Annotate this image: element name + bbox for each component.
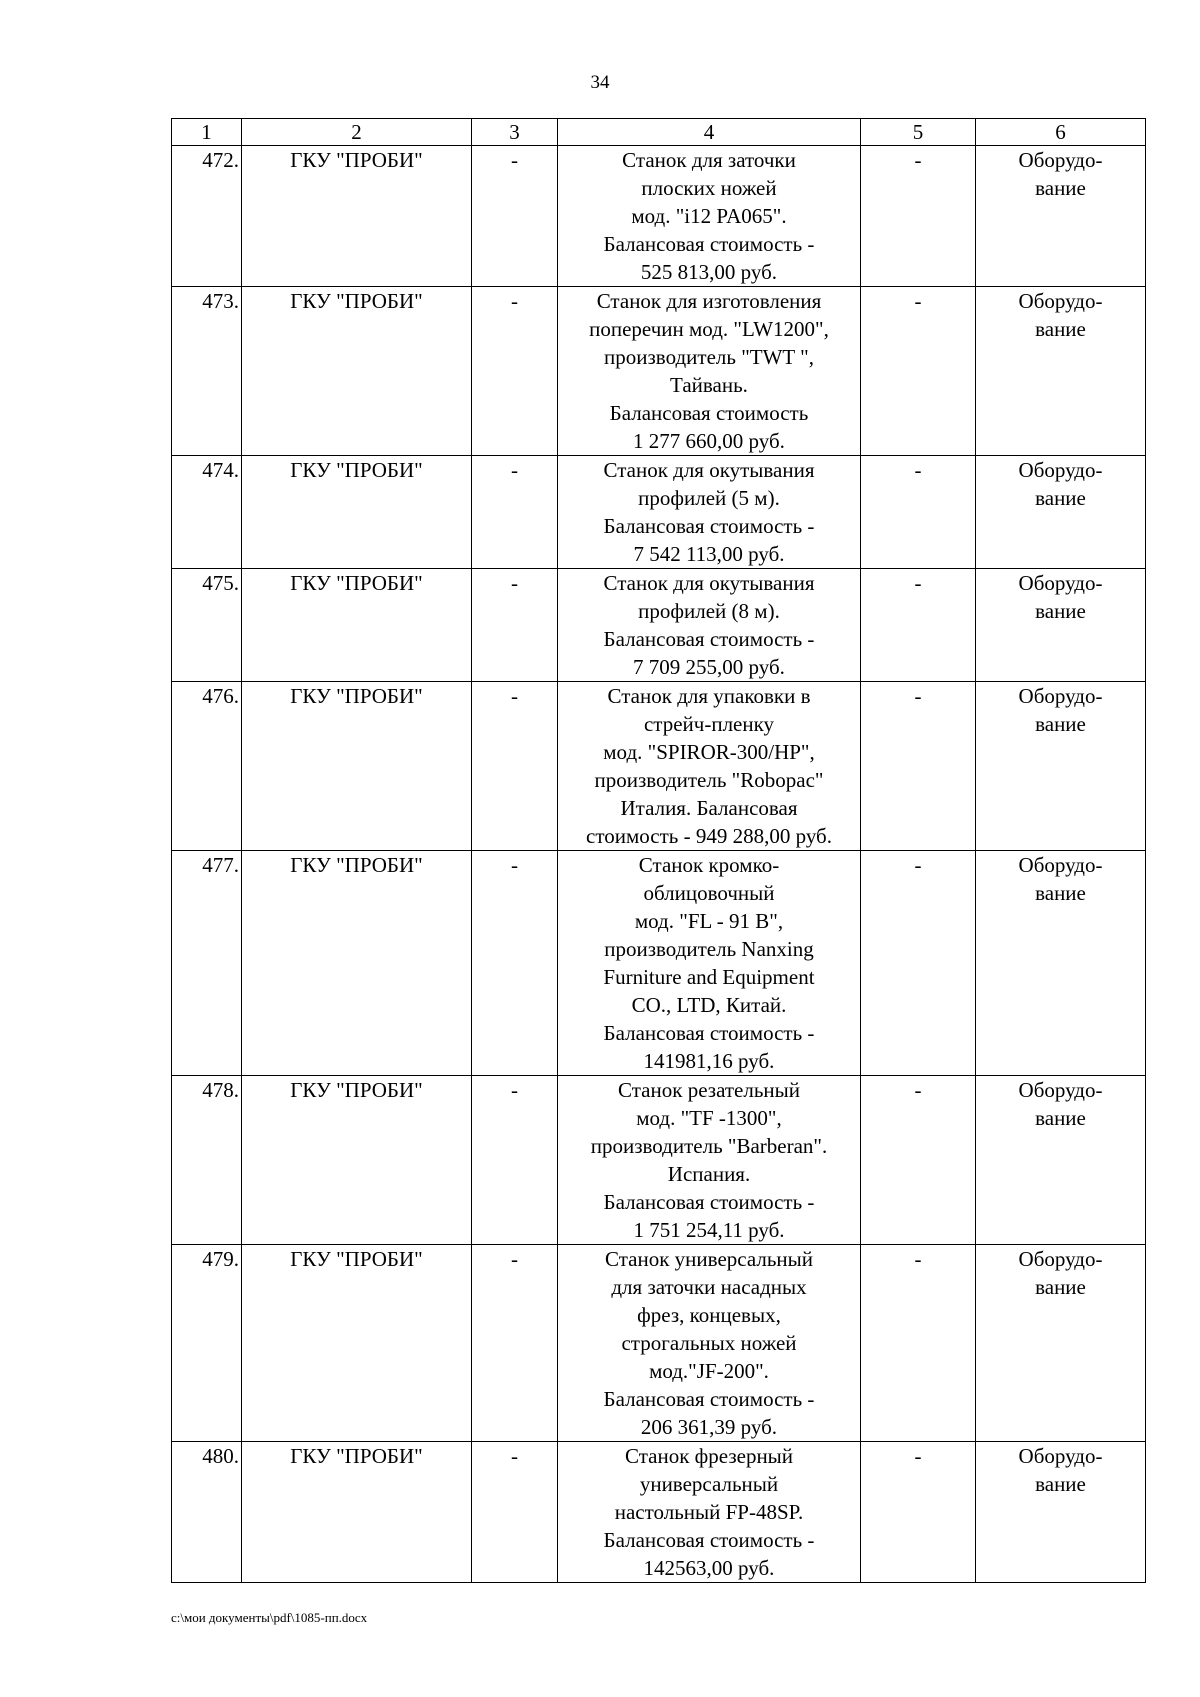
asset-type-line: вание xyxy=(1035,176,1086,200)
column-header: 6 xyxy=(976,119,1146,146)
description-line: Балансовая стоимость - xyxy=(603,1387,815,1411)
column-5-value: - xyxy=(861,1076,976,1245)
asset-type-line: вание xyxy=(1035,1472,1086,1496)
description-line: Балансовая стоимость - xyxy=(603,1528,815,1552)
description-line: производитель Nanxing xyxy=(604,937,814,961)
description-line: производитель "TWT ", xyxy=(604,345,814,369)
table-row xyxy=(172,1076,1146,1245)
row-number: 476. xyxy=(172,682,242,851)
description-line: Станок для изготовления xyxy=(596,289,822,313)
column-header: 5 xyxy=(861,119,976,146)
asset-type xyxy=(976,1245,1146,1442)
organization-name: ГКУ "ПРОБИ" xyxy=(242,1245,472,1442)
asset-type-line: Оборудо- xyxy=(1018,458,1103,482)
asset-type xyxy=(976,569,1146,682)
table-row xyxy=(172,851,1146,1076)
asset-type-line: вание xyxy=(1035,712,1086,736)
asset-description xyxy=(558,851,861,1076)
description-line: Станок для заточки xyxy=(622,148,796,172)
column-5-value: - xyxy=(861,456,976,569)
description-line: Furniture and Equipment xyxy=(603,965,815,989)
organization-name: ГКУ "ПРОБИ" xyxy=(242,287,472,456)
column-5-value: - xyxy=(861,1442,976,1583)
column-5-value: - xyxy=(861,287,976,456)
asset-type xyxy=(976,146,1146,287)
column-3-value: - xyxy=(472,569,558,682)
description-line: производитель "Robopac" xyxy=(594,768,824,792)
asset-description xyxy=(558,1076,861,1245)
description-line: профилей (8 м). xyxy=(638,599,780,623)
table-row xyxy=(172,287,1146,456)
table-header-row xyxy=(172,119,1146,146)
description-line: мод."JF-200". xyxy=(649,1359,769,1383)
description-line: Станок для упаковки в xyxy=(607,684,811,708)
asset-description xyxy=(558,146,861,287)
column-5-value: - xyxy=(861,851,976,1076)
organization-name: ГКУ "ПРОБИ" xyxy=(242,146,472,287)
organization-name: ГКУ "ПРОБИ" xyxy=(242,851,472,1076)
description-line: для заточки насадных xyxy=(611,1275,807,1299)
asset-type xyxy=(976,851,1146,1076)
description-line: строгальных ножей xyxy=(621,1331,797,1355)
asset-type-line: вание xyxy=(1035,1106,1086,1130)
asset-description xyxy=(558,456,861,569)
description-line: CO., LTD, Китай. xyxy=(631,993,787,1017)
row-number: 478. xyxy=(172,1076,242,1245)
description-line: Италия. Балансовая xyxy=(620,796,798,820)
asset-description xyxy=(558,569,861,682)
column-header: 1 xyxy=(172,119,242,146)
asset-type-line: Оборудо- xyxy=(1018,1444,1103,1468)
description-line: 525 813,00 руб. xyxy=(640,260,778,284)
asset-type-line: вание xyxy=(1035,881,1086,905)
asset-type-line: Оборудо- xyxy=(1018,1247,1103,1271)
row-number: 474. xyxy=(172,456,242,569)
row-number: 472. xyxy=(172,146,242,287)
description-line: Станок резательный xyxy=(618,1078,800,1102)
asset-description xyxy=(558,287,861,456)
table-row xyxy=(172,456,1146,569)
column-5-value: - xyxy=(861,569,976,682)
page-number: 34 xyxy=(590,72,610,93)
table-row xyxy=(172,569,1146,682)
description-line: Станок для окутывания xyxy=(603,458,815,482)
description-line: Тайвань. xyxy=(670,373,748,397)
column-header: 3 xyxy=(472,119,558,146)
column-3-value: - xyxy=(472,146,558,287)
column-3-value: - xyxy=(472,851,558,1076)
description-line: Балансовая стоимость - xyxy=(603,1190,815,1214)
asset-type-line: вание xyxy=(1035,317,1086,341)
description-line: универсальный xyxy=(639,1472,779,1496)
asset-type-line: Оборудо- xyxy=(1018,684,1103,708)
description-line: Испания. xyxy=(667,1162,751,1186)
description-line: настольный FP-48SP. xyxy=(614,1500,804,1524)
column-3-value: - xyxy=(472,456,558,569)
footer-file-path: c:\мои документы\pdf\1085-пп.docx xyxy=(171,1610,368,1625)
organization-name: ГКУ "ПРОБИ" xyxy=(242,682,472,851)
row-number: 475. xyxy=(172,569,242,682)
column-3-value: - xyxy=(472,1245,558,1442)
asset-type-line: Оборудо- xyxy=(1018,1078,1103,1102)
column-3-value: - xyxy=(472,682,558,851)
column-5-value: - xyxy=(861,1245,976,1442)
asset-type xyxy=(976,287,1146,456)
description-line: стоимость - 949 288,00 руб. xyxy=(586,824,832,848)
asset-description xyxy=(558,682,861,851)
description-line: облицовочный xyxy=(643,881,775,905)
asset-type xyxy=(976,456,1146,569)
description-line: профилей (5 м). xyxy=(638,486,780,510)
description-line: плоских ножей xyxy=(641,176,777,200)
column-3-value: - xyxy=(472,287,558,456)
description-line: 206 361,39 руб. xyxy=(640,1415,778,1439)
description-line: поперечин мод. "LW1200", xyxy=(589,317,829,341)
description-line: стрейч-пленку xyxy=(643,712,775,736)
description-line: 7 709 255,00 руб. xyxy=(633,655,785,679)
asset-type-line: Оборудо- xyxy=(1018,148,1103,172)
description-line: Балансовая стоимость - xyxy=(603,627,815,651)
description-line: производитель "Barberan". xyxy=(590,1134,828,1158)
row-number: 473. xyxy=(172,287,242,456)
description-line: фрез, концевых, xyxy=(637,1303,781,1327)
description-line: 1 277 660,00 руб. xyxy=(633,429,785,453)
asset-type xyxy=(976,1076,1146,1245)
table-row xyxy=(172,682,1146,851)
description-line: Балансовая стоимость - xyxy=(603,514,815,538)
asset-type-line: вание xyxy=(1035,599,1086,623)
asset-type-line: вание xyxy=(1035,486,1086,510)
organization-name: ГКУ "ПРОБИ" xyxy=(242,1442,472,1583)
asset-type xyxy=(976,1442,1146,1583)
row-number: 480. xyxy=(172,1442,242,1583)
table-row xyxy=(172,1442,1146,1583)
description-line: мод. "i12 PA065". xyxy=(631,204,787,228)
asset-type-line: Оборудо- xyxy=(1018,289,1103,313)
asset-type-line: вание xyxy=(1035,1275,1086,1299)
row-number: 479. xyxy=(172,1245,242,1442)
description-line: Станок универсальный xyxy=(605,1247,813,1271)
organization-name: ГКУ "ПРОБИ" xyxy=(242,569,472,682)
asset-description xyxy=(558,1442,861,1583)
column-3-value: - xyxy=(472,1076,558,1245)
asset-type-line: Оборудо- xyxy=(1018,571,1103,595)
table-row xyxy=(172,1245,1146,1442)
description-line: 141981,16 руб. xyxy=(643,1049,775,1073)
description-line: Балансовая стоимость xyxy=(609,401,809,425)
description-line: мод. "TF -1300", xyxy=(636,1106,782,1130)
description-line: 1 751 254,11 руб. xyxy=(633,1218,785,1242)
description-line: Станок фрезерный xyxy=(624,1444,794,1468)
asset-type-line: Оборудо- xyxy=(1018,853,1103,877)
description-line: мод. "FL - 91 B", xyxy=(634,909,784,933)
description-line: 142563,00 руб. xyxy=(643,1556,775,1580)
column-header: 2 xyxy=(242,119,472,146)
description-line: 7 542 113,00 руб. xyxy=(633,542,785,566)
description-line: Станок для окутывания xyxy=(603,571,815,595)
column-5-value: - xyxy=(861,682,976,851)
column-5-value: - xyxy=(861,146,976,287)
asset-type xyxy=(976,682,1146,851)
organization-name: ГКУ "ПРОБИ" xyxy=(242,456,472,569)
column-header: 4 xyxy=(558,119,861,146)
assets-table xyxy=(171,118,1146,1583)
organization-name: ГКУ "ПРОБИ" xyxy=(242,1076,472,1245)
description-line: мод. "SPIROR-300/HP", xyxy=(603,740,815,764)
row-number: 477. xyxy=(172,851,242,1076)
description-line: Балансовая стоимость - xyxy=(603,1021,815,1045)
table-row xyxy=(172,146,1146,287)
description-line: Балансовая стоимость - xyxy=(603,232,815,256)
asset-description xyxy=(558,1245,861,1442)
description-line: Станок кромко- xyxy=(638,853,780,877)
column-3-value: - xyxy=(472,1442,558,1583)
